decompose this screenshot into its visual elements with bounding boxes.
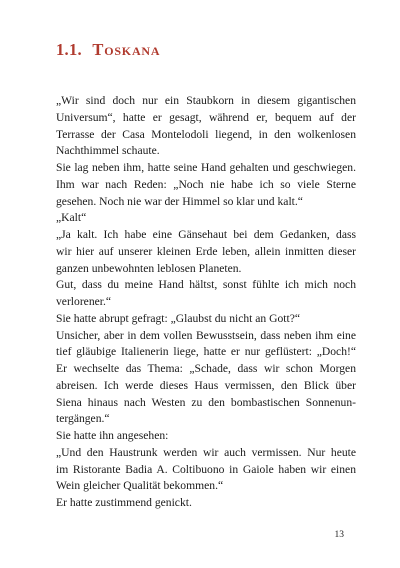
section-number: 1.1. (56, 40, 82, 59)
text-line: tergängen.“ (56, 412, 110, 426)
text-line: Wein gleicher Qualität bekommen.“ (56, 479, 224, 493)
text-line: Universum“, hatte er gesagt, während er, bequem auf der (56, 110, 356, 124)
section-title: Toskana (92, 40, 161, 59)
text-line: Er hatte zustimmend genickt. (56, 496, 192, 509)
text-line: „Ja kalt. Ich habe eine Gänsehaut bei dem Gedanken, dass (56, 228, 356, 241)
text-line: Gut, dass du meine Hand hältst, sonst fühlte ich mich noch (56, 278, 356, 292)
text-line: ganzen unbewohnten leblosen Planeten. (56, 261, 242, 275)
text-line: Unsicher, aber in dem vollen Bewusstsein, dass neben ihm eine (56, 328, 356, 342)
text-line: verlorener.“ (56, 295, 112, 308)
text-line: Ihm war nach Reden: „Noch nie habe ich so viele Sterne (56, 177, 356, 191)
text-line: Er wechselte das Thema: „Schade, dass wir schon Morgen (56, 362, 356, 375)
text-line: im Ristorante Badia A. Coltibuono in Gaiole haben wir einen (56, 462, 356, 476)
text-line: Sie hatte ihn angesehen: (56, 429, 169, 442)
text-line: wir hier auf unserer kleinen Erde leben, allein inmitten dieser (56, 244, 356, 258)
text-line: „Und den Haustrunk werden wir auch vermissen. Nur heute (56, 445, 356, 459)
text-line: tief gläubige Italienerin liege, hatte er nur geflüstert: „Doch!“ (56, 345, 356, 359)
page-number: 13 (334, 530, 344, 540)
text-line: Sie hatte abrupt gefragt: „Glaubst du nicht an Gott?“ (56, 311, 301, 325)
text-line: „Wir sind doch nur ein Staubkorn in diesem gigantischen (56, 94, 356, 107)
text-line: Sie lag neben ihm, hatte seine Hand gehalten und geschwiegen. (56, 161, 356, 174)
body-text (56, 93, 356, 512)
text-line: abreisen. Ich werde dieses Haus vermissen, den Blick über (56, 378, 356, 392)
text-line: Nachthimmel schaute. (56, 144, 160, 158)
text-line: gesehen. Noch nie war der Himmel so klar und kalt.“ (56, 194, 303, 208)
chapter-heading (56, 40, 160, 60)
text-line: „Kalt“ (56, 211, 87, 225)
text-line: Terrasse der Casa Montelodoli liegend, in den wolkenlosen (56, 127, 356, 141)
text-line: Siena hinaus nach Westen zu den bombastischen Sonnenun- (56, 395, 356, 409)
